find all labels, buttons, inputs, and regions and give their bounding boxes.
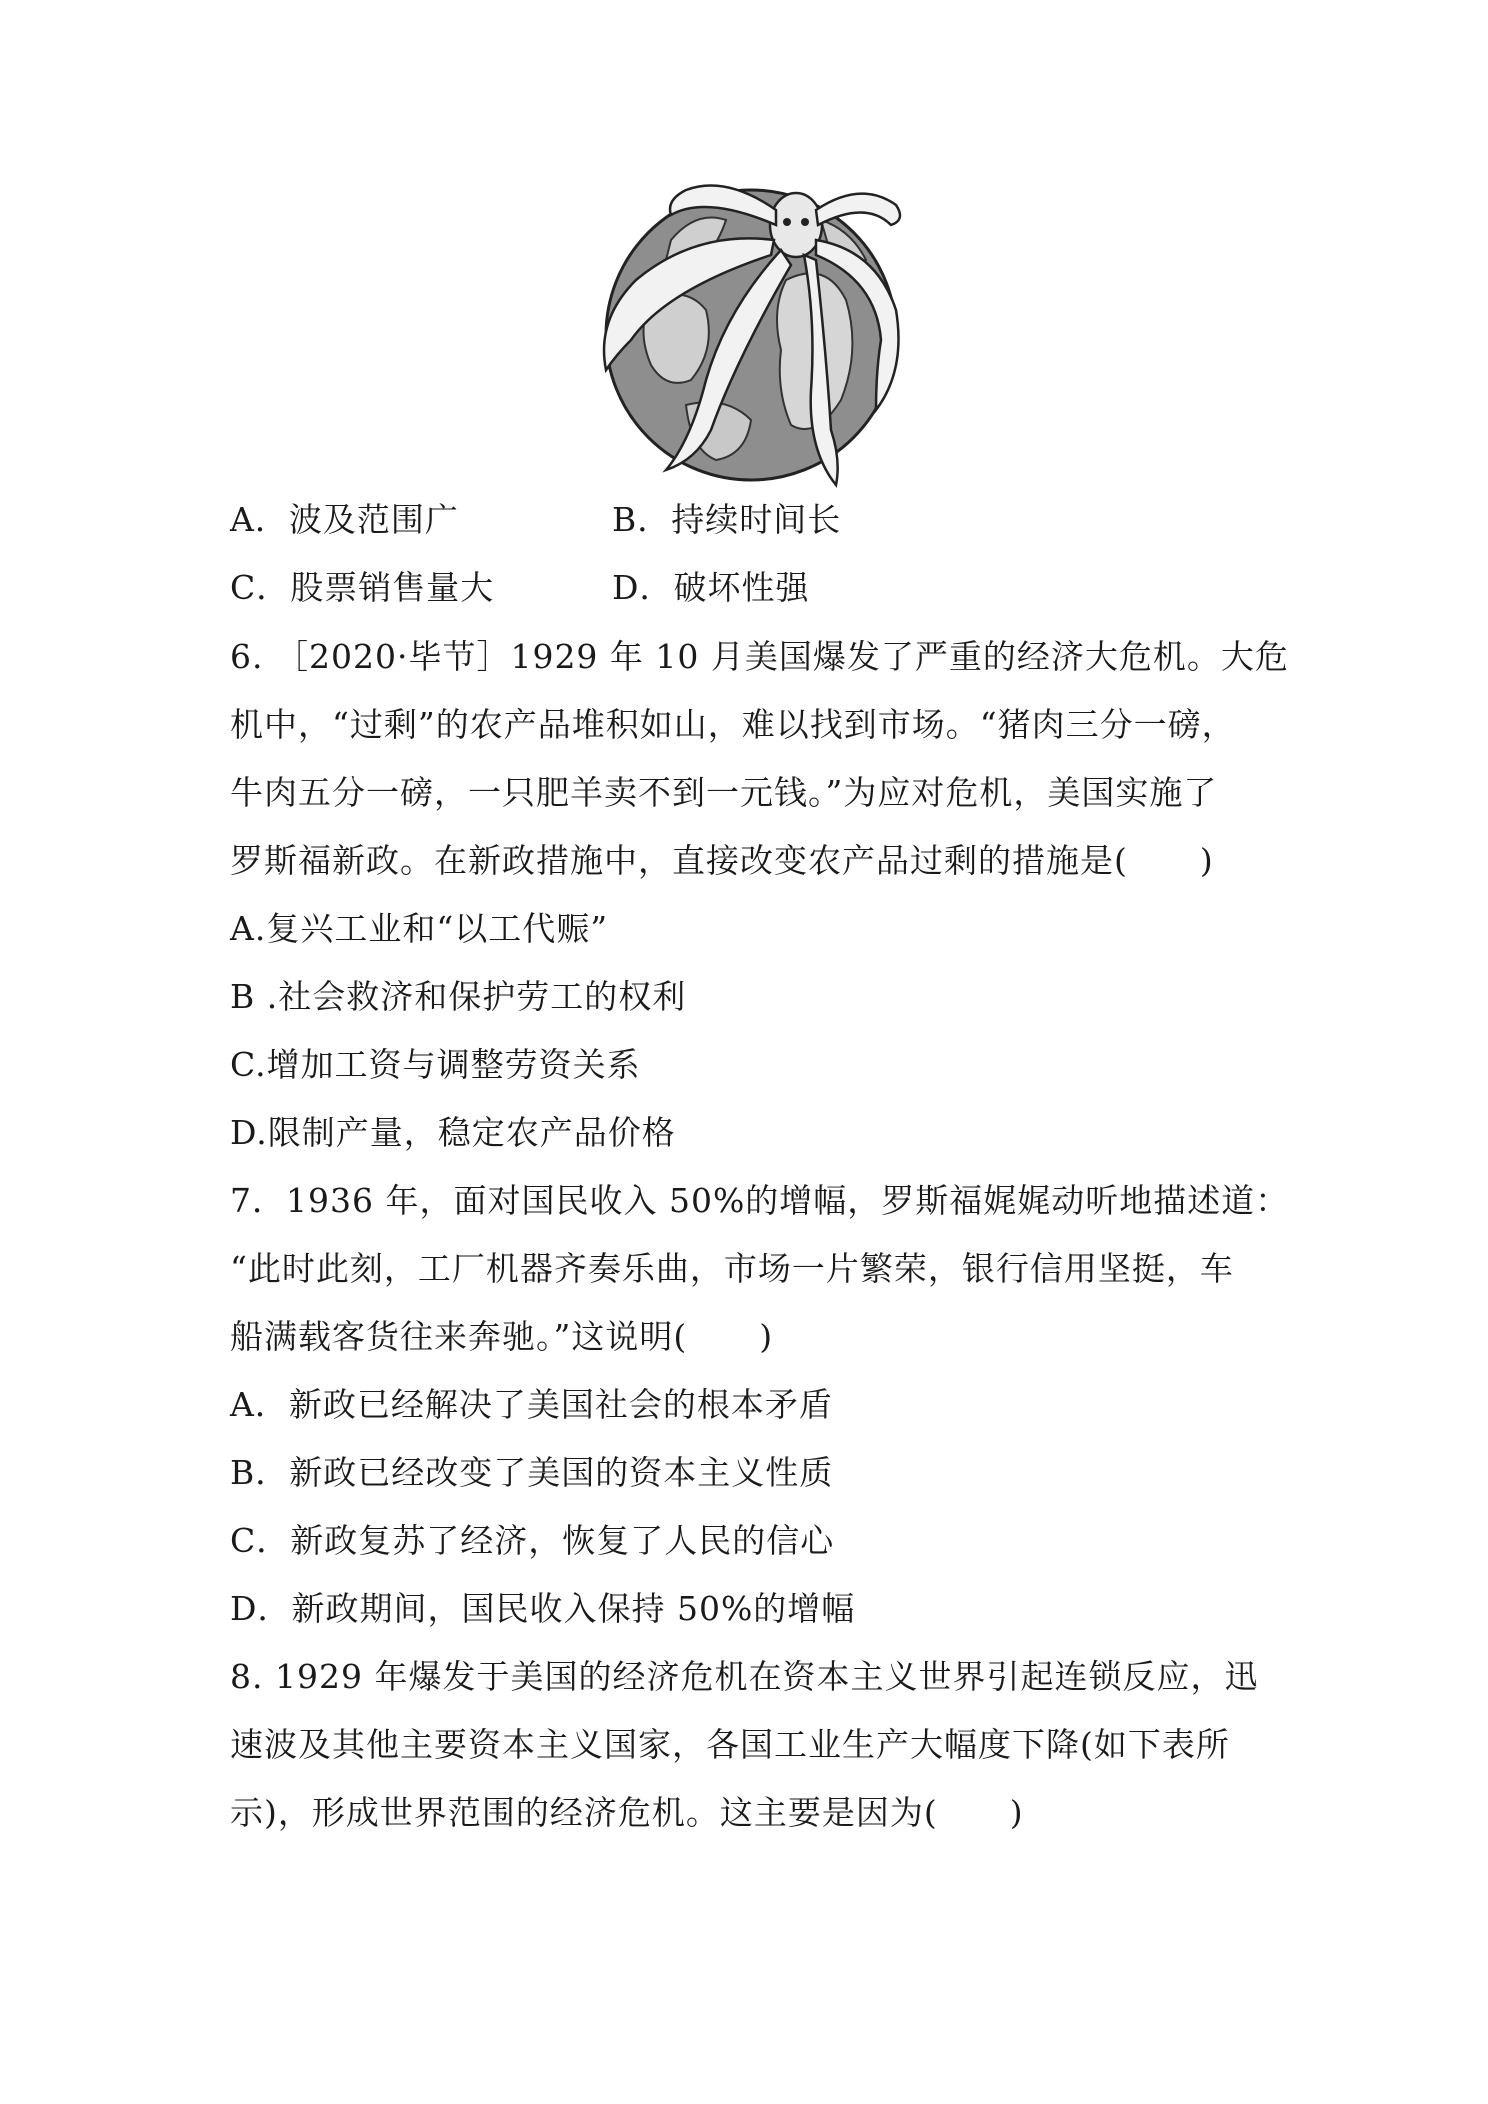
q7-option-b: B．新政已经改变了美国的资本主义性质 <box>230 1453 834 1492</box>
q7-stem-line-3: 船满载客货往来奔驰。”这说明( ) <box>230 1317 774 1356</box>
q6-stem-line-3: 牛肉五分一磅，一只肥羊卖不到一元钱。”为应对危机，美国实施了 <box>230 773 1218 812</box>
q6-option-a: A.复兴工业和“以工代赈” <box>230 909 609 948</box>
q7-stem-line-2: “此时此刻，工厂机器齐奏乐曲，市场一片繁荣，银行信用坚挺，车 <box>230 1249 1234 1288</box>
q6-stem-line-1: 6. ［2020·毕节］1929 年 10 月美国爆发了严重的经济大危机。大危 <box>230 637 1289 676</box>
q6-option-c: C.增加工资与调整劳资关系 <box>230 1045 641 1084</box>
q5-option-d: D．破坏性强 <box>612 568 810 607</box>
q7-option-c: C．新政复苏了经济，恢复了人民的信心 <box>230 1521 835 1560</box>
q6-stem-line-2: 机中，“过剩”的农产品堆积如山，难以找到市场。“猪肉三分一磅， <box>230 705 1236 744</box>
q6-option-d: D.限制产量，稳定农产品价格 <box>230 1113 676 1152</box>
q8-stem-line-2: 速波及其他主要资本主义国家，各国工业生产大幅度下降(如下表所 <box>230 1725 1230 1764</box>
q7-option-d: D．新政期间，国民收入保持 50%的增幅 <box>230 1589 856 1628</box>
q6-stem-line-4: 罗斯福新政。在新政措施中，直接改变农产品过剩的措施是( ) <box>230 841 1214 880</box>
q7-option-a: A．新政已经解决了美国社会的根本矛盾 <box>230 1385 833 1424</box>
octopus-globe-illustration <box>576 170 916 490</box>
q8-stem-line-3: 示)，形成世界范围的经济危机。这主要是因为( ) <box>230 1793 1024 1832</box>
q5-option-b: B．持续时间长 <box>612 500 842 539</box>
q5-option-a: A．波及范围广 <box>230 500 459 539</box>
q8-stem-line-1: 8. 1929 年爆发于美国的经济危机在资本主义世界引起连锁反应，迅 <box>230 1657 1259 1696</box>
q6-option-b: B .社会救济和保护劳工的权利 <box>230 977 687 1016</box>
q7-stem-line-1: 7．1936 年，面对国民收入 50%的增幅，罗斯福娓娓动听地描述道： <box>230 1181 1290 1220</box>
q5-option-c: C．股票销售量大 <box>230 568 495 607</box>
